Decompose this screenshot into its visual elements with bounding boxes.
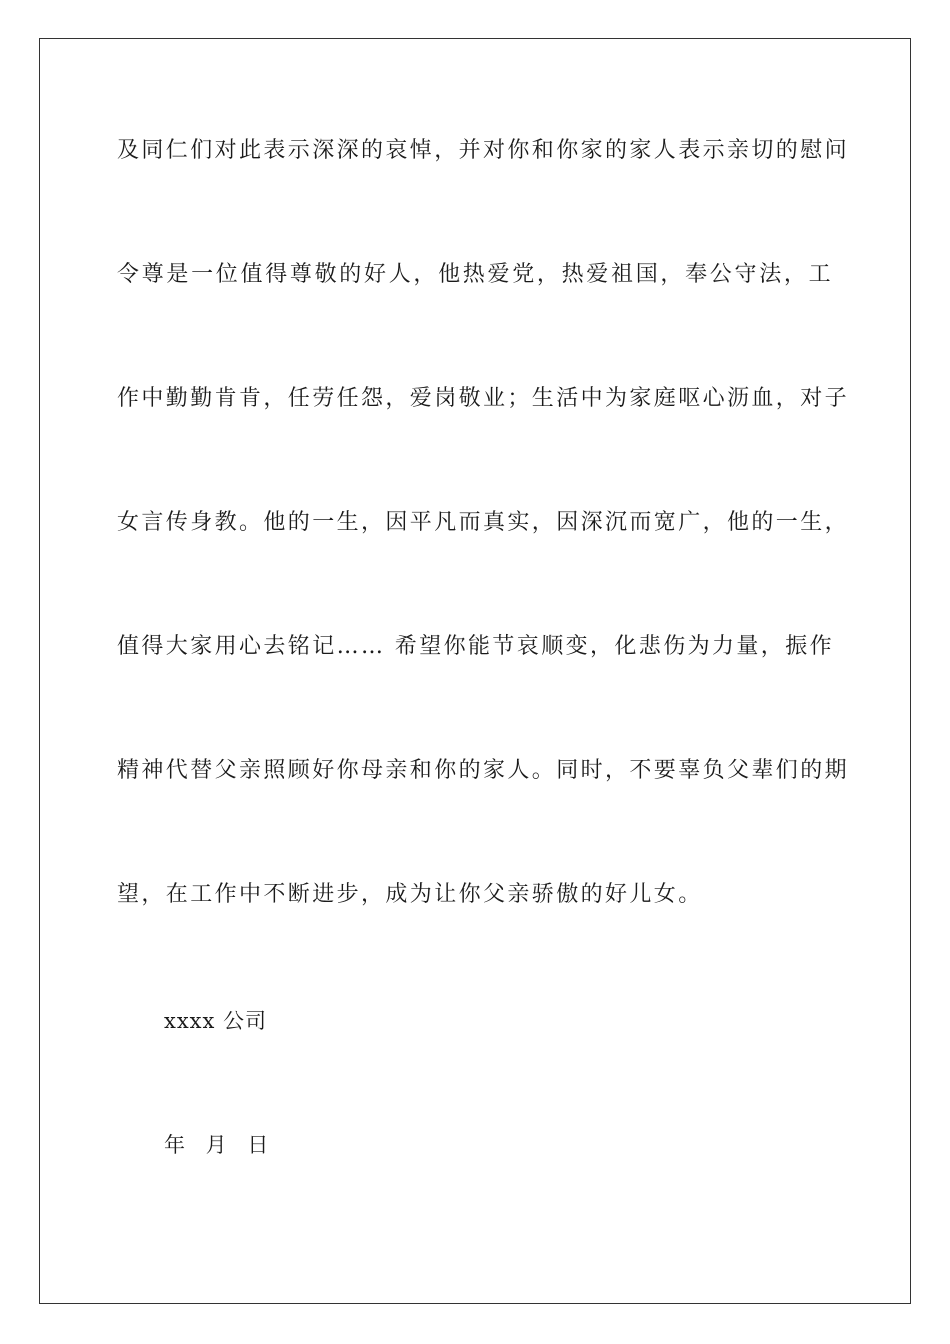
body-line-1: 及同仁们对此表示深深的哀悼，并对你和你家的家人表示亲切的慰问 [117, 138, 850, 163]
signature-company: xxxx 公司 [164, 1009, 268, 1033]
body-line-5: 值得大家用心去铭记…… 希望你能节哀顺变，化悲伤为力量，振作 [117, 634, 834, 659]
body-line-3: 作中勤勤肯肯，任劳任怨，爱岗敬业；生活中为家庭呕心沥血，对子 [117, 386, 850, 411]
body-line-2: 令尊是一位值得尊敬的好人，他热爱党，热爱祖国，奉公守法，工 [117, 262, 833, 287]
body-line-6: 精神代替父亲照顾好你母亲和你的家人。同时，不要辜负父辈们的期 [117, 758, 850, 783]
body-line-7: 望，在工作中不断进步，成为让你父亲骄傲的好儿女。 [117, 882, 703, 907]
signature-date: 年 月 日 [164, 1133, 269, 1157]
page-frame [39, 38, 911, 1304]
body-line-4: 女言传身教。他的一生，因平凡而真实，因深沉而宽广，他的一生， [117, 510, 850, 535]
